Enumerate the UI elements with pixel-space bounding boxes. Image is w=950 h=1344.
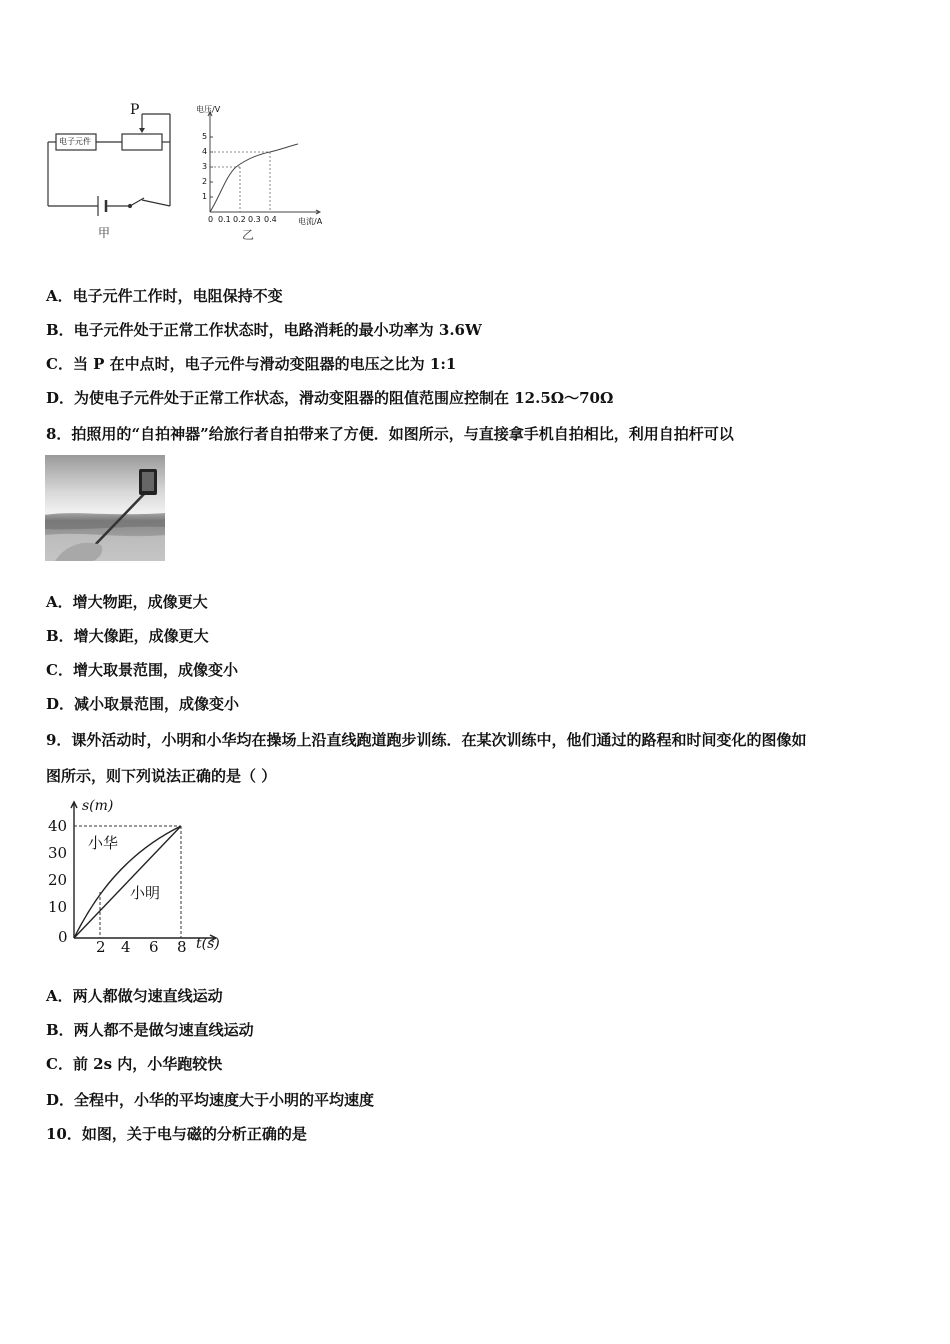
y-tick: 1 [202, 192, 208, 201]
component-label: 电子元件 [59, 137, 91, 146]
y-tick: 10 [48, 898, 68, 916]
origin-label: 0 [58, 928, 68, 946]
q8-option-c: C．增大取景范围，成像变小 [46, 661, 238, 679]
x-tick: 0.2 [233, 215, 246, 224]
circuit-caption: 甲 [98, 226, 111, 240]
q9-option-a: A．两人都做匀速直线运动 [46, 987, 223, 1005]
q9-stem-line2: 图所示，则下列说法正确的是（ ） [46, 767, 277, 785]
label-xiaoming: 小明 [130, 884, 161, 902]
q7-option-d: D．为使电子元件处于正常工作状态，滑动变阻器的阻值范围应控制在 12.5Ω～70Ω [46, 389, 614, 407]
selfie-stick-photo [45, 455, 165, 561]
q10-stem: 10．如图，关于电与磁的分析正确的是 [46, 1125, 307, 1143]
distance-time-graph [44, 798, 229, 960]
x-tick: 4 [121, 938, 131, 956]
x-axis-label: 电流/A [298, 217, 323, 226]
q8-option-b: B．增大像距，成像更大 [46, 627, 209, 645]
q9-stem-line1: 9．课外活动时，小明和小华均在操场上沿直线跑道跑步训练．在某次训练中，他们通过的路程和时间变化的图像如 [46, 731, 807, 749]
q9-option-b: B．两人都不是做匀速直线运动 [46, 1021, 254, 1039]
q8-stem: 8．拍照用的“自拍神器”给旅行者自拍带来了方便．如图所示，与直接拿手机自拍相比，利用自拍杆可以 [46, 425, 734, 443]
y-tick: 20 [48, 871, 68, 889]
circuit-diagram [40, 104, 180, 244]
q9-option-d: D．全程中，小华的平均速度大于小明的平均速度 [46, 1091, 375, 1109]
x-tick: 8 [177, 938, 187, 956]
q7-option-b: B．电子元件处于正常工作状态时，电路消耗的最小功率为 3.6W [46, 321, 482, 339]
y-axis-label: 电压/V [196, 105, 221, 114]
x-tick: 6 [149, 938, 159, 956]
slider-label: P [130, 102, 140, 118]
x-tick: 0.3 [248, 215, 261, 224]
y-tick: 3 [202, 162, 208, 171]
y-tick: 4 [202, 147, 208, 156]
y-tick: 40 [48, 817, 68, 835]
x-tick: 0.4 [264, 215, 277, 224]
voltage-current-graph [190, 104, 335, 244]
q8-option-d: D．减小取景范围，成像变小 [46, 695, 240, 713]
x-tick: 0.1 [218, 215, 231, 224]
y-tick: 30 [48, 844, 68, 862]
q7-option-c: C．当 P 在中点时，电子元件与滑动变阻器的电压之比为 1:1 [46, 355, 457, 373]
x-tick: 2 [96, 938, 106, 956]
y-tick: 2 [202, 177, 208, 186]
y-tick: 5 [202, 132, 208, 141]
label-xiaohua: 小华 [88, 834, 119, 852]
q7-option-a: A．电子元件工作时，电阻保持不变 [46, 287, 283, 305]
q8-option-a: A．增大物距，成像更大 [46, 593, 208, 611]
x-tick: 0 [208, 215, 214, 224]
graph-caption: 乙 [242, 228, 255, 242]
y-axis-label: s(m) [82, 798, 114, 814]
x-axis-label: t(s) [196, 936, 220, 952]
q9-option-c: C．前 2s 内，小华跑较快 [46, 1055, 223, 1073]
